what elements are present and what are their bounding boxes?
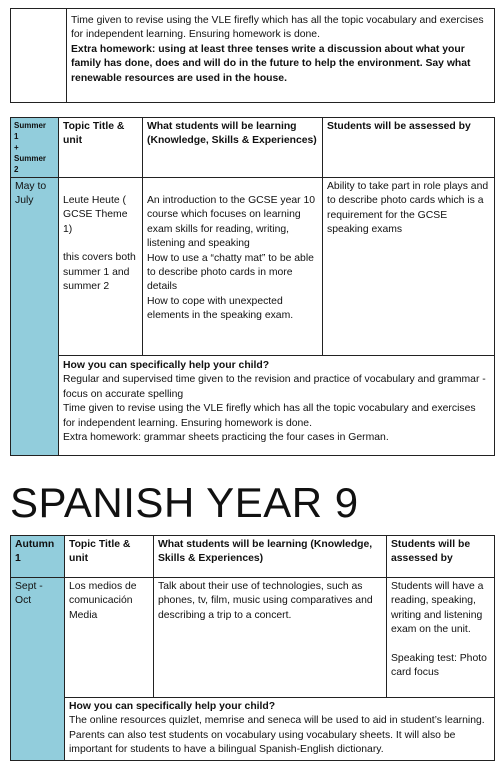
topic-cell (59, 178, 143, 356)
topic-line-1: Leute Heute ( GCSE Theme 1) (63, 195, 128, 235)
sp-topic-text: Los medios de comunicación Media (69, 581, 137, 621)
top-help-cell (67, 9, 495, 103)
help-heading: How you can specifically help your child? (63, 360, 270, 371)
term-label-2: 2 (14, 165, 19, 174)
dates-cell-may-july (11, 178, 59, 456)
sp-help-cell (65, 698, 495, 761)
sp-assessed-text: Students will have a reading, speaking, writing and listening exam on the unit. (391, 581, 484, 636)
german-summer-table (10, 117, 495, 456)
spanish-autumn-table (10, 535, 495, 761)
topic-line-2: this covers both summer 1 and summer 2 (63, 252, 136, 293)
help-line-1: Regular and supervised time given to the revision and practice of vocabulary and grammar - focus on accurate spelling (63, 374, 486, 400)
header-learning: What students will be learning (Knowledge, Skills & Experiences) (143, 118, 323, 178)
help-line-3: Extra homework: grammar sheets practicing the four cases in German. (63, 432, 389, 444)
header-assessed: Students will be assessed by (323, 118, 495, 178)
help-cell (59, 356, 495, 456)
assessed-text: Ability to take part in role plays and to describe photo cards which is a requirement for the GCSE speaking exams (327, 181, 489, 236)
sp-dates-text: Sept - Oct (15, 581, 43, 607)
term-label-autumn: Autumn (15, 539, 55, 550)
sp-header-topic: Topic Title & unit (65, 536, 154, 578)
sp-header-learning: What students will be learning (Knowledge, Skills & Experiences) (154, 536, 387, 578)
term-cell-summer (11, 118, 59, 178)
learning-line-1: An introduction to the GCSE year 10 course which focuses on learning exam skills for reading, writing, listening and speaking (147, 195, 316, 250)
sp-help-line-1: The online resources quizlet, memrise and seneca will be used to aid in student’s learning. Parents can also test students on vocabulary using vocabulary sheets. It will also be important for students to have a bilingual Spanish-English dictionary. (69, 715, 485, 756)
learning-line-2: How to use a “chatty mat” to be able to describe photo cards in more details (147, 252, 314, 293)
sp-learning-cell (154, 578, 387, 698)
dates-cell-sept-oct (11, 578, 65, 761)
learning-cell (143, 178, 323, 356)
term-label-autumn-1: 1 (15, 553, 21, 565)
term-label-summer-2: Summer (14, 154, 47, 163)
top-term-cell (11, 9, 67, 103)
term-label-1: 1 (14, 132, 19, 141)
sp-learning-text: Talk about their use of technologies, such as phones, tv, film, music using comparatives and describing a trip to a concert. (158, 581, 373, 621)
term-label-plus: + (14, 143, 19, 152)
learning-line-3: How to cope with unexpected elements in the speaking exam. (147, 295, 294, 322)
top-help-line: Time given to revise using the VLE firefly which has all the topic vocabulary and exercises for independent learning. Ensuring homework is done. (71, 15, 484, 41)
assessed-cell (323, 178, 495, 356)
sp-header-assessed: Students will be assessed by (387, 536, 495, 578)
top-table (10, 8, 495, 103)
sp-assessed-extra: Speaking test: Photo card focus (391, 652, 487, 679)
term-label-summer-1: Summer (14, 121, 47, 130)
help-line-2: Time given to revise using the VLE firefly which has all the topic vocabulary and exercises for independent learning. Ensuring homework is done. (63, 403, 476, 429)
section-title: SPANISH YEAR 9 (10, 479, 359, 526)
top-extra-homework: Extra homework: using at least three tenses write a discussion about what your family has done, does and will do in the future to help the environment. Say what renewable resources are used in the house. (71, 43, 471, 84)
sp-help-heading: How you can specifically help your child? (69, 701, 276, 712)
term-cell-autumn (11, 536, 65, 578)
sp-topic-cell (65, 578, 154, 698)
sp-assessed-cell (387, 578, 495, 698)
dates-text: May to July (15, 181, 47, 207)
header-topic: Topic Title & unit (59, 118, 143, 178)
